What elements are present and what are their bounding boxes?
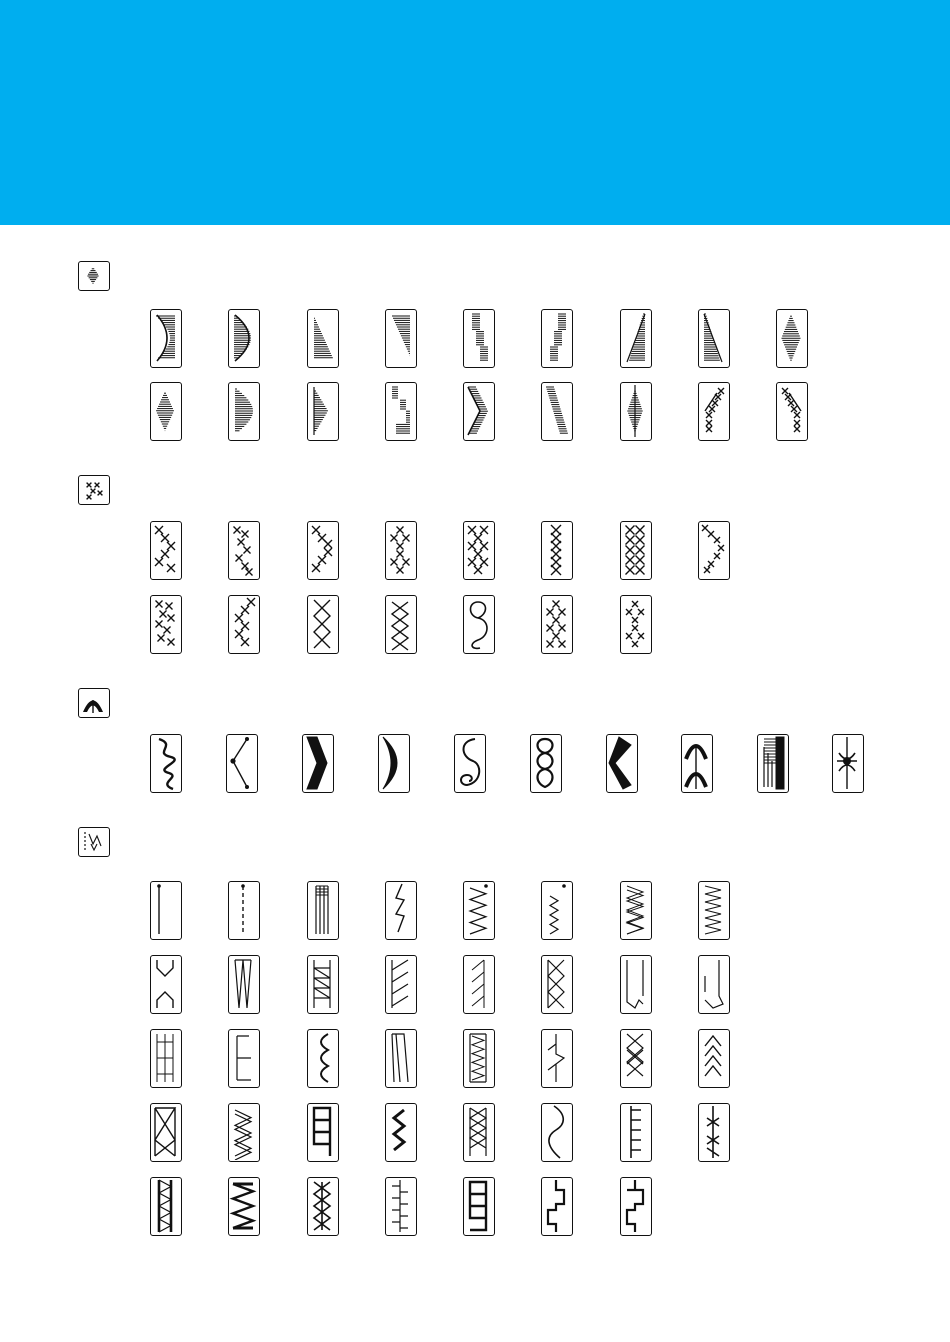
stitch-cross-grid[interactable] [463,521,495,580]
pattern-art [229,956,258,1012]
pattern-art [464,310,493,366]
pattern-art [151,735,180,791]
stitch-scroll[interactable] [454,734,486,793]
stitch-cross-diag[interactable] [150,521,182,580]
stitch-tri-right[interactable] [385,309,417,368]
stitch-arrow-right[interactable] [307,382,339,441]
stitch-comb[interactable] [757,734,789,793]
stitch-chevron[interactable] [463,382,495,441]
pattern-art [229,882,258,938]
pattern-art [464,1178,493,1234]
pattern-art [151,1178,180,1234]
pattern-art [699,310,728,366]
stitch-diamond-chain[interactable] [307,1177,339,1236]
stitch-cross-flower[interactable] [385,521,417,580]
pattern-art [542,1178,571,1234]
pattern-art [542,522,571,578]
pattern-art [81,830,106,853]
stitch-comb-double[interactable] [385,1177,417,1236]
pattern-art [386,1178,415,1234]
pattern-art [229,1178,258,1234]
pattern-art [542,383,571,439]
stitch-zigzag-small[interactable] [541,881,573,940]
stitch-zigzag-box-2[interactable] [228,1177,260,1236]
stitch-cross-chain[interactable] [541,595,573,654]
pattern-art [621,383,650,439]
pattern-art [464,522,493,578]
pattern-art [607,735,636,791]
stitch-triple-straight[interactable] [307,881,339,940]
stitch-zigzag-box[interactable] [463,1029,495,1088]
stitch-zigzag-bar[interactable] [150,1177,182,1236]
stitch-ring-chain-2[interactable] [463,1177,495,1236]
pattern-art [308,956,337,1012]
pattern-art [542,1030,571,1086]
pattern-art [81,478,106,501]
stitch-cross-diag-3[interactable] [228,595,260,654]
stitch-half-circle[interactable] [228,382,260,441]
stitch-zigzag-stair[interactable] [385,382,417,441]
pattern-art [151,1030,180,1086]
stitch-steps-right[interactable] [541,309,573,368]
stitch-overcast-2[interactable] [698,955,730,1014]
pattern-art [386,522,415,578]
pattern-art [386,310,415,366]
pattern-art [464,882,493,938]
pattern-art [542,956,571,1012]
stitch-comb-right[interactable] [620,1103,652,1162]
pattern-art [699,956,728,1012]
pattern-art [151,383,180,439]
decorative-stitch-icon[interactable] [78,688,110,718]
pattern-art [621,310,650,366]
stitch-wave-band[interactable] [385,1103,417,1162]
pattern-art [699,383,728,439]
stitch-scallop[interactable] [307,1029,339,1088]
stitch-steps-left[interactable] [463,309,495,368]
pattern-art [308,383,337,439]
pattern-art [621,956,650,1012]
stitch-cross-diamond[interactable] [307,595,339,654]
stitch-greek-key-2[interactable] [620,1177,652,1236]
stitch-curve-right[interactable] [228,309,260,368]
stitch-cross-diag-left[interactable] [698,382,730,441]
stitch-slant-parallel[interactable] [385,955,417,1014]
stitch-zigzag-dense[interactable] [698,881,730,940]
pattern-art [621,1030,650,1086]
stitch-zigzag[interactable] [463,881,495,940]
pattern-art [151,522,180,578]
stitch-star-column[interactable] [698,1103,730,1162]
pattern-art [151,882,180,938]
stitch-zigzag-solid[interactable] [606,734,638,793]
pattern-art [386,1030,415,1086]
stitch-feather[interactable] [541,1029,573,1088]
pattern-art [386,596,415,652]
pattern-art [464,1030,493,1086]
pattern-art [229,596,258,652]
stitch-curve-left[interactable] [150,309,182,368]
pattern-art [308,1030,337,1086]
stitch-wave-lattice[interactable] [463,1103,495,1162]
stitch-straight[interactable] [150,881,182,940]
pattern-art [308,882,337,938]
pattern-art [229,522,258,578]
pattern-art [542,596,571,652]
stitch-lightning[interactable] [385,881,417,940]
stitch-straight-dash[interactable] [228,881,260,940]
pattern-art [308,596,337,652]
stitch-cross-cluster[interactable] [150,595,182,654]
pattern-art [386,882,415,938]
stitch-cross-loop[interactable] [463,595,495,654]
stitch-cross-wave[interactable] [228,521,260,580]
stitch-bridge-zigzag[interactable] [150,955,182,1014]
pattern-art [777,310,806,366]
stitch-cross-star[interactable] [620,595,652,654]
pattern-art [621,882,650,938]
pattern-art [303,735,332,791]
pattern-art [308,1178,337,1234]
utility-stitch-icon[interactable] [78,827,110,857]
pattern-art [464,956,493,1012]
stitch-slant-band[interactable] [541,382,573,441]
stitch-slant-left[interactable] [620,309,652,368]
stitch-diamond-small[interactable] [150,382,182,441]
pattern-art [542,882,571,938]
stitch-chevron-stack[interactable] [698,1029,730,1088]
stitch-greek-key[interactable] [541,1177,573,1236]
pattern-art [229,1104,258,1160]
stitch-blanket-dash[interactable] [228,1029,260,1088]
header-band [0,0,950,225]
stitch-cross-column[interactable] [541,521,573,580]
pattern-art [621,522,650,578]
stitch-crescent-solid[interactable] [378,734,410,793]
pattern-art [386,956,415,1012]
pattern-art [682,735,711,791]
pattern-art [308,1104,337,1160]
stitch-chevron-solid[interactable] [302,734,334,793]
stitch-slant-dash[interactable] [463,955,495,1014]
pattern-art [455,735,484,791]
pattern-art [542,1104,571,1160]
pattern-art [777,383,806,439]
stitch-zigzag-wide[interactable] [228,1103,260,1162]
stitch-zigzag-dots[interactable] [226,734,258,793]
stitch-ornament[interactable] [832,734,864,793]
pattern-art [229,310,258,366]
pattern-art [699,522,728,578]
stitch-overcast[interactable] [620,955,652,1014]
pattern-art [308,310,337,366]
pattern-art [151,596,180,652]
pattern-art [308,522,337,578]
pattern-art [151,956,180,1012]
stitch-lattice[interactable] [620,1029,652,1088]
stitch-cross-diag-2[interactable] [307,521,339,580]
pattern-art [386,1104,415,1160]
stitch-wave[interactable] [150,734,182,793]
stitch-slant-right[interactable] [698,309,730,368]
pattern-art [386,383,415,439]
pattern-art [833,735,862,791]
stitch-cross-diag-right[interactable] [776,382,808,441]
satin-stitch-icon[interactable] [78,261,110,291]
stitch-ladder[interactable] [307,955,339,1014]
stitch-zigzag-triple[interactable] [620,881,652,940]
pattern-art [151,310,180,366]
stitch-zigzag-triangle[interactable] [228,955,260,1014]
pattern-art [621,596,650,652]
pattern-art [379,735,408,791]
stitch-serpentine[interactable] [541,1103,573,1162]
stitch-cross-curve[interactable] [698,521,730,580]
pattern-art [699,1104,728,1160]
stitch-cross-diamond-2[interactable] [385,595,417,654]
stitch-double-cross[interactable] [541,955,573,1014]
pattern-art [464,596,493,652]
stitch-figure-eight[interactable] [530,734,562,793]
pattern-art [621,1178,650,1234]
pattern-art [621,1104,650,1160]
pattern-art [699,1030,728,1086]
pattern-art [699,882,728,938]
pattern-art [542,310,571,366]
pattern-art [81,691,106,714]
stitch-diamond[interactable] [776,309,808,368]
cross-stitch-icon[interactable] [78,475,110,505]
pattern-art [464,1104,493,1160]
stitch-tri-left[interactable] [307,309,339,368]
pattern-art [464,383,493,439]
stitch-cross-lattice[interactable] [620,521,652,580]
stitch-cross-hourglass[interactable] [150,1103,182,1162]
stitch-blanket[interactable] [150,1029,182,1088]
stitch-leaf[interactable] [620,382,652,441]
pattern-art [531,735,560,791]
pattern-art [81,264,106,287]
stitch-ring-chain[interactable] [307,1103,339,1162]
pattern-art [151,1104,180,1160]
stitch-arch-double[interactable] [681,734,713,793]
pattern-art [229,383,258,439]
stitch-meander[interactable] [385,1029,417,1088]
pattern-art [229,1030,258,1086]
pattern-art [758,735,787,791]
pattern-art [227,735,256,791]
